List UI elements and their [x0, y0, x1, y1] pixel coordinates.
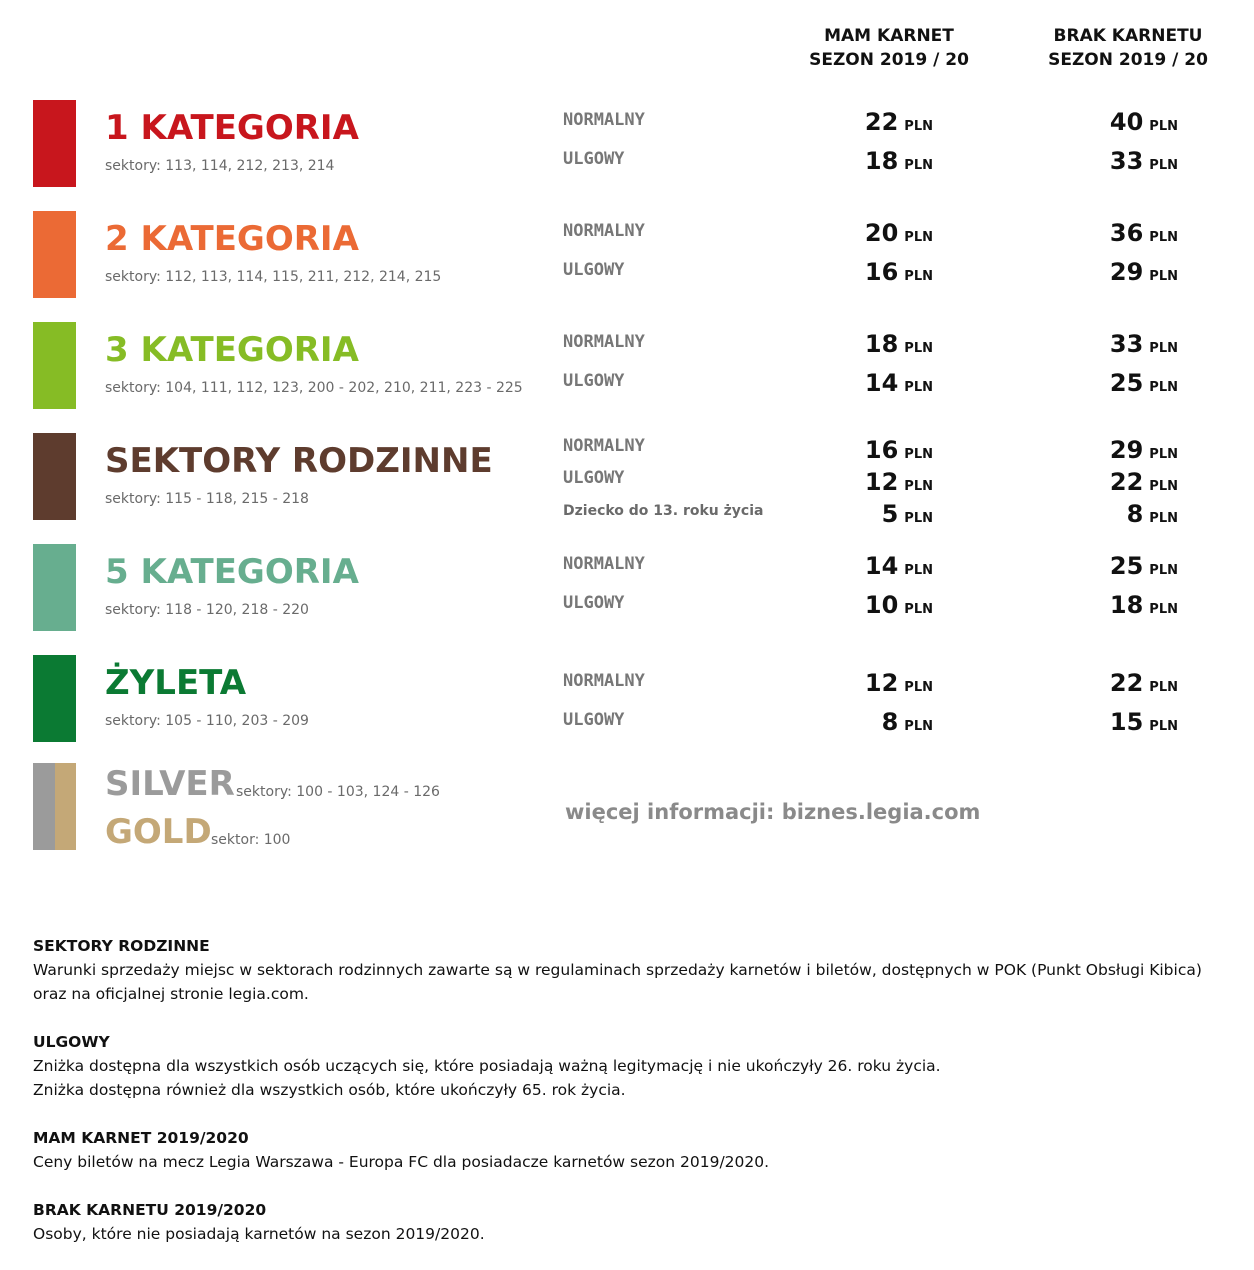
price-currency: PLN — [904, 380, 933, 395]
footnote-line: Warunki sprzedaży miejsc w sektorach rodzinnych zawarte są w regulaminach sprzedaży karnetów i biletów, dostępnych w POK (Punkt Obsługi Kibica) — [33, 961, 1202, 979]
price-value: 10 — [864, 591, 899, 619]
column-header-brak-karnetu — [1028, 24, 1228, 72]
column-header-mam-karnet — [789, 24, 989, 72]
footnote — [33, 1126, 1228, 1174]
footnote-line: Zniżka dostępna dla wszystkich osób uczących się, które posiadają ważną legitymację i nie ukończyły 26. roku życia. — [33, 1057, 941, 1075]
silver-sectors: sektory: 100 - 103, 124 - 126 — [236, 784, 440, 800]
category-row — [0, 211, 1254, 301]
price-value: 16 — [864, 436, 899, 464]
more-info-link[interactable]: biznes.legia.com — [781, 800, 981, 824]
category-sectors: sektory: 112, 113, 114, 115, 211, 212, 214, 215 — [105, 269, 442, 285]
category-title: SEKTORY RODZINNE — [105, 441, 493, 481]
price-value: 22 — [1109, 669, 1144, 697]
ticket-type-label: ULGOWY — [563, 260, 625, 280]
column-header-line: MAM KARNET — [824, 26, 954, 46]
price-value: 16 — [864, 258, 899, 286]
price-value: 20 — [864, 219, 899, 247]
ticket-type-label: ULGOWY — [563, 593, 625, 613]
price-mam — [813, 219, 933, 247]
category-sectors: sektory: 104, 111, 112, 123, 200 - 202, 210, 211, 223 - 225 — [105, 380, 523, 396]
ticket-type-label: ULGOWY — [563, 371, 625, 391]
price-currency: PLN — [1149, 511, 1178, 526]
price-mam — [813, 330, 933, 358]
price-currency: PLN — [1149, 563, 1178, 578]
price-mam — [813, 500, 933, 528]
price-value: 36 — [1109, 219, 1144, 247]
category-row — [0, 322, 1254, 412]
category-sectors: sektory: 118 - 120, 218 - 220 — [105, 602, 309, 618]
price-brak — [1058, 219, 1178, 247]
price-value: 14 — [864, 369, 899, 397]
ticket-type-label: NORMALNY — [563, 554, 645, 574]
price-value: 18 — [864, 330, 899, 358]
ticket-type-label: Dziecko do 13. roku życia — [563, 503, 764, 519]
price-currency: PLN — [904, 479, 933, 494]
footnote-line: Zniżka dostępna również dla wszystkich osób, które ukończyły 65. rok życia. — [33, 1081, 626, 1099]
price-brak — [1058, 500, 1178, 528]
category-color-swatch — [33, 100, 76, 187]
price-currency: PLN — [1149, 479, 1178, 494]
category-title: 3 KATEGORIA — [105, 330, 359, 370]
footnote-heading: BRAK KARNETU 2019/2020 — [33, 1201, 267, 1219]
price-value: 18 — [1109, 591, 1144, 619]
more-info — [565, 800, 980, 824]
price-brak — [1058, 436, 1178, 464]
price-value: 18 — [864, 147, 899, 175]
price-currency: PLN — [1149, 602, 1178, 617]
price-value: 33 — [1109, 330, 1144, 358]
ticket-type-label: NORMALNY — [563, 110, 645, 130]
ticket-type-label: NORMALNY — [563, 436, 645, 456]
price-currency: PLN — [904, 230, 933, 245]
category-sectors: sektory: 113, 114, 212, 213, 214 — [105, 158, 335, 174]
category-sectors: sektory: 105 - 110, 203 - 209 — [105, 713, 309, 729]
footnote-line: Ceny biletów na mecz Legia Warszawa - Europa FC dla posiadacze karnetów sezon 2019/2020. — [33, 1153, 770, 1171]
category-color-swatch — [33, 544, 76, 631]
price-value: 33 — [1109, 147, 1144, 175]
price-currency: PLN — [1149, 230, 1178, 245]
category-title: 1 KATEGORIA — [105, 108, 359, 148]
footnotes — [33, 934, 1228, 1270]
price-currency: PLN — [1149, 119, 1178, 134]
price-mam — [813, 552, 933, 580]
price-currency: PLN — [904, 119, 933, 134]
price-currency: PLN — [904, 680, 933, 695]
price-currency: PLN — [1149, 447, 1178, 462]
price-brak — [1058, 258, 1178, 286]
category-title: 5 KATEGORIA — [105, 552, 359, 592]
price-currency: PLN — [904, 511, 933, 526]
category-row — [0, 655, 1254, 745]
column-header-line: BRAK KARNETU — [1053, 26, 1203, 46]
ticket-type-label: NORMALNY — [563, 221, 645, 241]
category-color-swatch — [33, 655, 76, 742]
category-sectors: sektory: 115 - 118, 215 - 218 — [105, 491, 309, 507]
category-title: ŻYLETA — [105, 663, 247, 703]
price-currency: PLN — [1149, 719, 1178, 734]
price-mam — [813, 669, 933, 697]
price-mam — [813, 108, 933, 136]
column-header-line: SEZON 2019 / 20 — [809, 50, 969, 70]
price-currency: PLN — [904, 719, 933, 734]
price-value: 25 — [1109, 369, 1144, 397]
price-currency: PLN — [904, 341, 933, 356]
silver-title: SILVER — [105, 764, 235, 804]
category-row — [0, 544, 1254, 634]
ticket-type-label: ULGOWY — [563, 710, 625, 730]
price-mam — [813, 468, 933, 496]
price-brak — [1058, 147, 1178, 175]
footnote — [33, 1198, 1228, 1246]
category-title: 2 KATEGORIA — [105, 219, 359, 259]
price-value: 12 — [864, 669, 899, 697]
category-color-swatch — [33, 211, 76, 298]
ticket-type-label: ULGOWY — [563, 468, 625, 488]
price-mam — [813, 147, 933, 175]
price-currency: PLN — [1149, 680, 1178, 695]
category-color-swatch — [33, 322, 76, 409]
category-row — [0, 433, 1254, 528]
price-value: 29 — [1109, 258, 1144, 286]
price-mam — [813, 436, 933, 464]
price-value: 14 — [864, 552, 899, 580]
ticket-type-label: ULGOWY — [563, 149, 625, 169]
price-brak — [1058, 108, 1178, 136]
price-currency: PLN — [904, 602, 933, 617]
footnote-line: oraz na oficjalnej stronie legia.com. — [33, 985, 309, 1003]
price-currency: PLN — [904, 269, 933, 284]
price-mam — [813, 708, 933, 736]
price-value: 40 — [1109, 108, 1144, 136]
price-currency: PLN — [1149, 380, 1178, 395]
price-value: 29 — [1109, 436, 1144, 464]
footnote-heading: SEKTORY RODZINNE — [33, 937, 210, 955]
ticket-type-label: NORMALNY — [563, 671, 645, 691]
price-brak — [1058, 369, 1178, 397]
price-value: 8 — [1126, 500, 1144, 528]
silver-swatch — [33, 763, 55, 850]
price-mam — [813, 258, 933, 286]
price-value: 25 — [1109, 552, 1144, 580]
price-brak — [1058, 591, 1178, 619]
column-header-line: SEZON 2019 / 20 — [1048, 50, 1208, 70]
price-value: 8 — [881, 708, 899, 736]
price-mam — [813, 369, 933, 397]
price-brak — [1058, 708, 1178, 736]
price-brak — [1058, 330, 1178, 358]
price-value: 15 — [1109, 708, 1144, 736]
footnote — [33, 934, 1228, 1006]
price-currency: PLN — [904, 563, 933, 578]
footnote-line: Osoby, które nie posiadają karnetów na sezon 2019/2020. — [33, 1225, 485, 1243]
price-brak — [1058, 468, 1178, 496]
price-currency: PLN — [904, 158, 933, 173]
category-color-swatch — [33, 433, 76, 520]
ticket-type-label: NORMALNY — [563, 332, 645, 352]
footnote-heading: MAM KARNET 2019/2020 — [33, 1129, 249, 1147]
footnote — [33, 1030, 1228, 1102]
price-brak — [1058, 669, 1178, 697]
price-currency: PLN — [904, 447, 933, 462]
price-value: 5 — [881, 500, 899, 528]
category-row — [0, 100, 1254, 190]
price-currency: PLN — [1149, 269, 1178, 284]
price-brak — [1058, 552, 1178, 580]
price-value: 12 — [864, 468, 899, 496]
footnote-heading: ULGOWY — [33, 1033, 110, 1051]
price-currency: PLN — [1149, 158, 1178, 173]
gold-sectors: sektor: 100 — [211, 832, 291, 848]
price-currency: PLN — [1149, 341, 1178, 356]
price-value: 22 — [1109, 468, 1144, 496]
price-value: 22 — [864, 108, 899, 136]
gold-swatch — [55, 763, 76, 850]
more-info-prefix: więcej informacji: — [565, 800, 782, 824]
gold-title: GOLD — [105, 812, 212, 852]
price-mam — [813, 591, 933, 619]
